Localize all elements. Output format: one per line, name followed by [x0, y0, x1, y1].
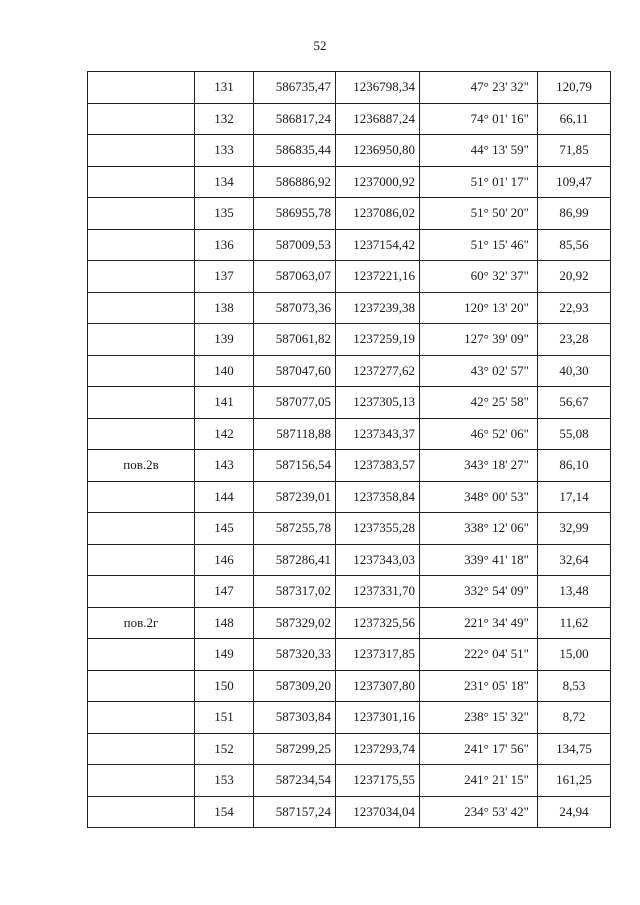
point-number-cell: 136	[195, 229, 254, 261]
x-coordinate-cell: 587118,88	[254, 418, 336, 450]
distance-cell: 86,99	[538, 198, 611, 230]
point-number-cell: 132	[195, 103, 254, 135]
distance-cell: 71,85	[538, 135, 611, 167]
point-number-cell: 140	[195, 355, 254, 387]
point-number-cell: 144	[195, 481, 254, 513]
point-number-cell: 154	[195, 796, 254, 828]
table-row	[88, 355, 611, 387]
distance-cell: 23,28	[538, 324, 611, 356]
table-row	[88, 765, 611, 797]
distance-cell: 22,93	[538, 292, 611, 324]
direction-angle-cell: 343° 18' 27"	[420, 450, 538, 482]
table-row	[88, 544, 611, 576]
distance-cell: 32,64	[538, 544, 611, 576]
distance-cell: 56,67	[538, 387, 611, 419]
table-row	[88, 513, 611, 545]
distance-cell: 109,47	[538, 166, 611, 198]
distance-cell: 66,11	[538, 103, 611, 135]
direction-angle-cell: 339° 41' 18"	[420, 544, 538, 576]
distance-cell: 40,30	[538, 355, 611, 387]
point-number-cell: 137	[195, 261, 254, 293]
boundary-label-cell	[88, 198, 195, 230]
table-row	[88, 702, 611, 734]
x-coordinate-cell: 586735,47	[254, 72, 336, 104]
x-coordinate-cell: 586955,78	[254, 198, 336, 230]
y-coordinate-cell: 1237277,62	[336, 355, 420, 387]
direction-angle-cell: 241° 21' 15"	[420, 765, 538, 797]
y-coordinate-cell: 1237301,16	[336, 702, 420, 734]
x-coordinate-cell: 587329,02	[254, 607, 336, 639]
boundary-label-cell	[88, 544, 195, 576]
y-coordinate-cell: 1236887,24	[336, 103, 420, 135]
x-coordinate-cell: 587073,36	[254, 292, 336, 324]
y-coordinate-cell: 1237175,55	[336, 765, 420, 797]
y-coordinate-cell: 1237259,19	[336, 324, 420, 356]
boundary-label-cell	[88, 796, 195, 828]
direction-angle-cell: 231° 05' 18"	[420, 670, 538, 702]
table-row	[88, 229, 611, 261]
y-coordinate-cell: 1237343,03	[336, 544, 420, 576]
table-row	[88, 481, 611, 513]
y-coordinate-cell: 1237307,80	[336, 670, 420, 702]
point-number-cell: 138	[195, 292, 254, 324]
distance-cell: 17,14	[538, 481, 611, 513]
table-row	[88, 324, 611, 356]
point-number-cell: 139	[195, 324, 254, 356]
x-coordinate-cell: 587299,25	[254, 733, 336, 765]
boundary-label-cell	[88, 481, 195, 513]
distance-cell: 32,99	[538, 513, 611, 545]
boundary-label-cell: пов.2в	[88, 450, 195, 482]
point-number-cell: 152	[195, 733, 254, 765]
x-coordinate-cell: 587309,20	[254, 670, 336, 702]
boundary-label-cell	[88, 765, 195, 797]
table-row	[88, 733, 611, 765]
page-number: 52	[313, 38, 327, 53]
boundary-label-cell	[88, 103, 195, 135]
table-row	[88, 261, 611, 293]
y-coordinate-cell: 1237358,84	[336, 481, 420, 513]
direction-angle-cell: 222° 04' 51"	[420, 639, 538, 671]
boundary-label-cell	[88, 733, 195, 765]
direction-angle-cell: 332° 54' 09"	[420, 576, 538, 608]
distance-cell: 20,92	[538, 261, 611, 293]
direction-angle-cell: 43° 02' 57"	[420, 355, 538, 387]
y-coordinate-cell: 1237221,16	[336, 261, 420, 293]
table-row	[88, 576, 611, 608]
boundary-label-cell	[88, 513, 195, 545]
x-coordinate-cell: 587009,53	[254, 229, 336, 261]
x-coordinate-cell: 587303,84	[254, 702, 336, 734]
boundary-label-cell	[88, 229, 195, 261]
x-coordinate-cell: 587320,33	[254, 639, 336, 671]
distance-cell: 13,48	[538, 576, 611, 608]
boundary-label-cell	[88, 387, 195, 419]
y-coordinate-cell: 1236798,34	[336, 72, 420, 104]
x-coordinate-cell: 587156,54	[254, 450, 336, 482]
x-coordinate-cell: 587157,24	[254, 796, 336, 828]
distance-cell: 8,53	[538, 670, 611, 702]
direction-angle-cell: 60° 32' 37"	[420, 261, 538, 293]
x-coordinate-cell: 587047,60	[254, 355, 336, 387]
y-coordinate-cell: 1237154,42	[336, 229, 420, 261]
x-coordinate-cell: 587234,54	[254, 765, 336, 797]
distance-cell: 86,10	[538, 450, 611, 482]
y-coordinate-cell: 1237086,02	[336, 198, 420, 230]
boundary-label-cell	[88, 670, 195, 702]
point-number-cell: 135	[195, 198, 254, 230]
distance-cell: 85,56	[538, 229, 611, 261]
y-coordinate-cell: 1237034,04	[336, 796, 420, 828]
boundary-label-cell	[88, 576, 195, 608]
direction-angle-cell: 51° 15' 46"	[420, 229, 538, 261]
boundary-label-cell	[88, 166, 195, 198]
distance-cell: 161,25	[538, 765, 611, 797]
table-row	[88, 103, 611, 135]
table-row	[88, 292, 611, 324]
coordinates-table-wrapper	[87, 71, 605, 828]
x-coordinate-cell: 586886,92	[254, 166, 336, 198]
x-coordinate-cell: 586835,44	[254, 135, 336, 167]
table-row	[88, 135, 611, 167]
direction-angle-cell: 338° 12' 06"	[420, 513, 538, 545]
direction-angle-cell: 238° 15' 32"	[420, 702, 538, 734]
y-coordinate-cell: 1237331,70	[336, 576, 420, 608]
x-coordinate-cell: 587063,07	[254, 261, 336, 293]
y-coordinate-cell: 1237317,85	[336, 639, 420, 671]
point-number-cell: 142	[195, 418, 254, 450]
boundary-label-cell	[88, 72, 195, 104]
direction-angle-cell: 47° 23' 32"	[420, 72, 538, 104]
distance-cell: 24,94	[538, 796, 611, 828]
direction-angle-cell: 120° 13' 20"	[420, 292, 538, 324]
y-coordinate-cell: 1237343,37	[336, 418, 420, 450]
distance-cell: 15,00	[538, 639, 611, 671]
table-row	[88, 607, 611, 639]
boundary-label-cell	[88, 418, 195, 450]
table-row	[88, 670, 611, 702]
point-number-cell: 148	[195, 607, 254, 639]
point-number-cell: 146	[195, 544, 254, 576]
table-row	[88, 639, 611, 671]
x-coordinate-cell: 587061,82	[254, 324, 336, 356]
direction-angle-cell: 42° 25' 58"	[420, 387, 538, 419]
y-coordinate-cell: 1236950,80	[336, 135, 420, 167]
boundary-label-cell	[88, 292, 195, 324]
direction-angle-cell: 221° 34' 49"	[420, 607, 538, 639]
distance-cell: 134,75	[538, 733, 611, 765]
direction-angle-cell: 74° 01' 16"	[420, 103, 538, 135]
direction-angle-cell: 44° 13' 59"	[420, 135, 538, 167]
direction-angle-cell: 51° 01' 17"	[420, 166, 538, 198]
coordinates-table-body	[88, 72, 611, 828]
direction-angle-cell: 127° 39' 09"	[420, 324, 538, 356]
distance-cell: 120,79	[538, 72, 611, 104]
direction-angle-cell: 46° 52' 06"	[420, 418, 538, 450]
point-number-cell: 151	[195, 702, 254, 734]
x-coordinate-cell: 587255,78	[254, 513, 336, 545]
table-row	[88, 796, 611, 828]
y-coordinate-cell: 1237383,57	[336, 450, 420, 482]
direction-angle-cell: 234° 53' 42"	[420, 796, 538, 828]
point-number-cell: 131	[195, 72, 254, 104]
distance-cell: 11,62	[538, 607, 611, 639]
distance-cell: 8,72	[538, 702, 611, 734]
coordinates-table	[87, 71, 611, 828]
table-row	[88, 198, 611, 230]
point-number-cell: 133	[195, 135, 254, 167]
x-coordinate-cell: 586817,24	[254, 103, 336, 135]
y-coordinate-cell: 1237000,92	[336, 166, 420, 198]
boundary-label-cell	[88, 261, 195, 293]
boundary-label-cell	[88, 355, 195, 387]
y-coordinate-cell: 1237355,28	[336, 513, 420, 545]
distance-cell: 55,08	[538, 418, 611, 450]
table-row	[88, 72, 611, 104]
direction-angle-cell: 241° 17' 56"	[420, 733, 538, 765]
boundary-label-cell	[88, 702, 195, 734]
direction-angle-cell: 348° 00' 53"	[420, 481, 538, 513]
direction-angle-cell: 51° 50' 20"	[420, 198, 538, 230]
point-number-cell: 143	[195, 450, 254, 482]
y-coordinate-cell: 1237293,74	[336, 733, 420, 765]
table-row	[88, 450, 611, 482]
table-row	[88, 166, 611, 198]
table-row	[88, 418, 611, 450]
point-number-cell: 141	[195, 387, 254, 419]
boundary-label-cell	[88, 135, 195, 167]
point-number-cell: 134	[195, 166, 254, 198]
y-coordinate-cell: 1237305,13	[336, 387, 420, 419]
x-coordinate-cell: 587286,41	[254, 544, 336, 576]
x-coordinate-cell: 587239,01	[254, 481, 336, 513]
point-number-cell: 153	[195, 765, 254, 797]
point-number-cell: 147	[195, 576, 254, 608]
point-number-cell: 149	[195, 639, 254, 671]
point-number-cell: 145	[195, 513, 254, 545]
boundary-label-cell	[88, 639, 195, 671]
boundary-label-cell: пов.2г	[88, 607, 195, 639]
x-coordinate-cell: 587077,05	[254, 387, 336, 419]
point-number-cell: 150	[195, 670, 254, 702]
table-row	[88, 387, 611, 419]
y-coordinate-cell: 1237239,38	[336, 292, 420, 324]
x-coordinate-cell: 587317,02	[254, 576, 336, 608]
boundary-label-cell	[88, 324, 195, 356]
y-coordinate-cell: 1237325,56	[336, 607, 420, 639]
